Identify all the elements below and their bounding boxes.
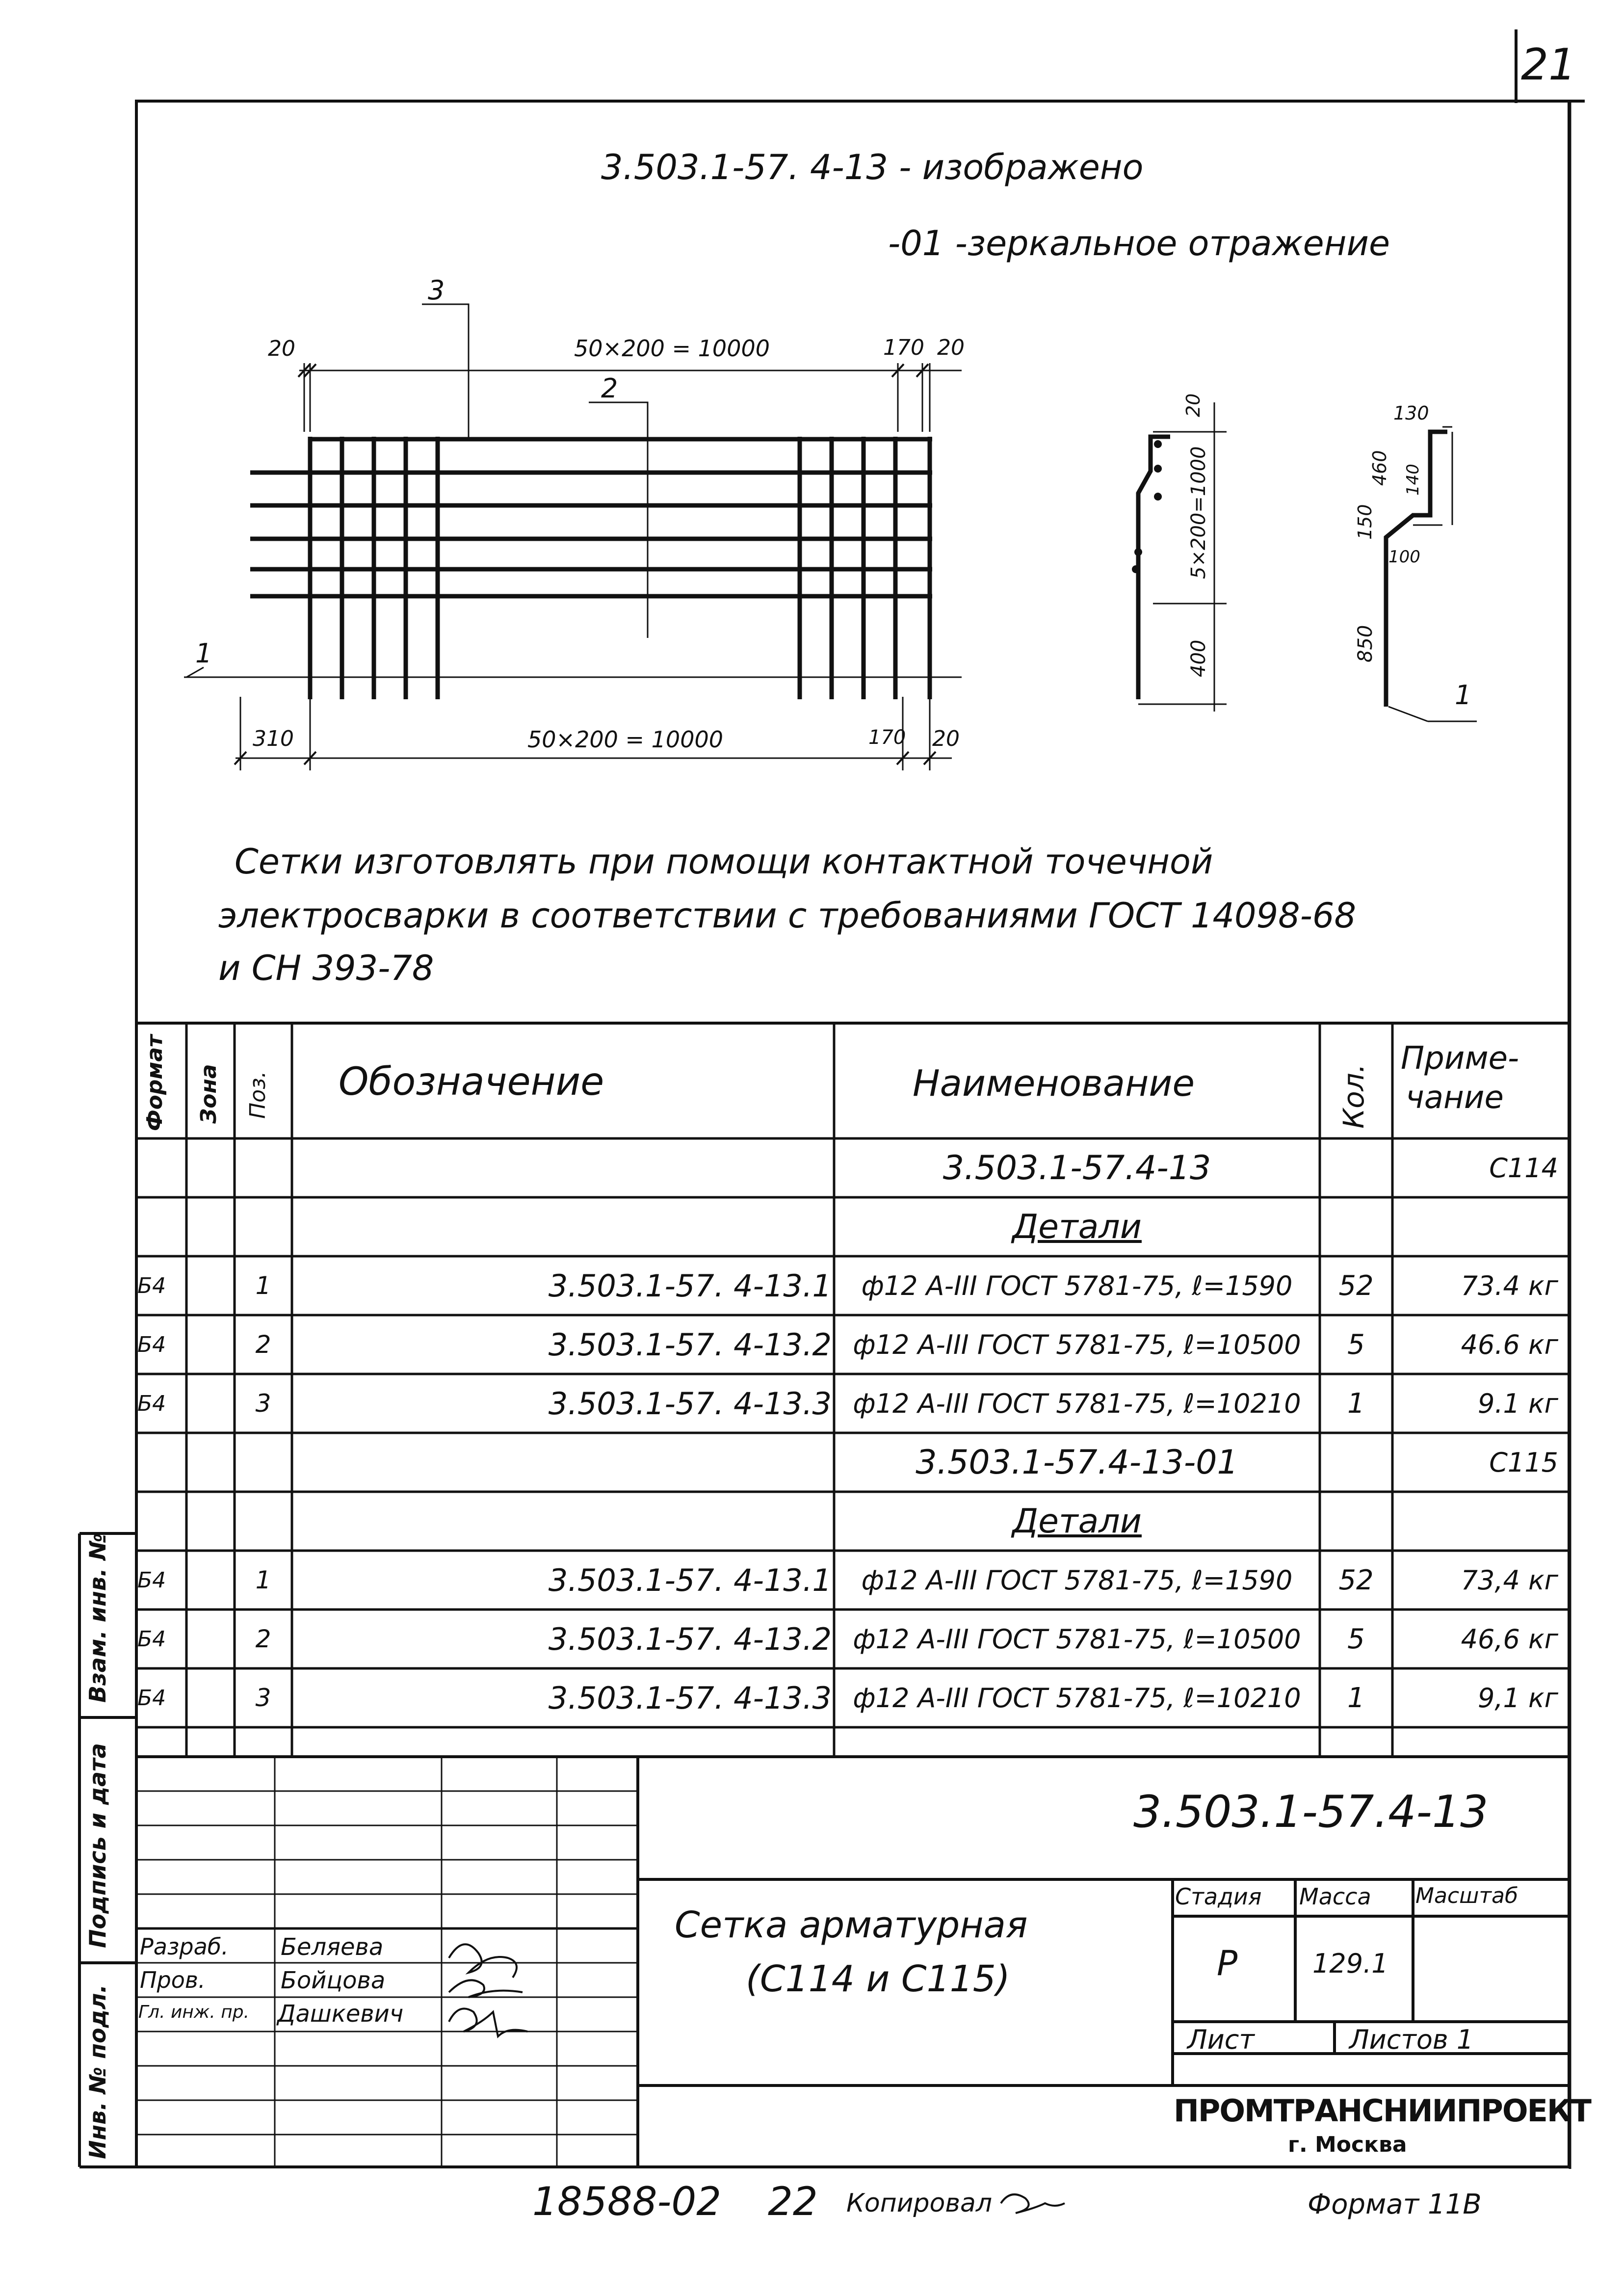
profile-dim-130: 130 <box>1393 402 1429 424</box>
col-format-header: Формат <box>142 1034 167 1131</box>
table-cell-name: ф12 А-III ГОСТ 5781-75, ℓ=10210 <box>853 1388 1301 1419</box>
note-line-1: Сетки изготовлять при помощи контактной точечной <box>235 842 1213 882</box>
footer-number: 18588-02 <box>532 2179 722 2224</box>
table-cell-pos: 1 <box>255 1271 271 1300</box>
table-cell-name: ф12 А-III ГОСТ 5781-75, ℓ=1590 <box>861 1270 1293 1301</box>
table-cell-designation: 3.503.1-57. 4-13.3 <box>548 1680 832 1716</box>
dim-bottom-right-a: 170 <box>868 726 906 749</box>
table-cell-name: ф12 А-III ГОСТ 5781-75, ℓ=10500 <box>853 1329 1301 1360</box>
table-cell-note: 9.1 кг <box>1477 1388 1558 1419</box>
mass-label: Масса <box>1299 1883 1371 1910</box>
table-cell-name: Детали <box>1012 1207 1142 1246</box>
stamp-inv-podl: Инв. № подл. <box>84 1984 111 2159</box>
side-dim-mid: 5×200=1000 <box>1187 446 1210 579</box>
table-cell-name: 3.503.1-57.4-13-01 <box>916 1443 1238 1482</box>
col-designation-header: Обозначение <box>339 1060 604 1104</box>
col-qty-header: Кол. <box>1337 1063 1370 1129</box>
dim-bottom-left: 310 <box>253 726 294 751</box>
title-block-code: 3.503.1-57.4-13 <box>1133 1786 1489 1838</box>
name-belyaeva: Беляева <box>281 1933 384 1961</box>
title-block-title-1: Сетка арматурная <box>675 1904 1028 1946</box>
pos-1-label: 1 <box>195 638 212 669</box>
table-cell-designation: 3.503.1-57. 4-13.2 <box>548 1326 832 1363</box>
stage-value: Р <box>1217 1943 1238 1983</box>
header-line-1: 3.503.1-57. 4-13 - изображено <box>601 147 1144 187</box>
table-cell-qty: 1 <box>1347 1387 1365 1420</box>
table-cell-designation: 3.503.1-57. 4-13.3 <box>548 1385 832 1422</box>
table-cell-pos: 3 <box>255 1389 271 1418</box>
table-cell-qty: 1 <box>1347 1682 1365 1714</box>
table-cell-format: Б4 <box>137 1626 166 1652</box>
side-dim-400: 400 <box>1187 639 1210 677</box>
profile-dim-150: 150 <box>1354 504 1376 540</box>
table-cell-note: С115 <box>1489 1447 1558 1478</box>
footer-copied: Копировал <box>846 2189 993 2218</box>
role-razrab: Разраб. <box>140 1933 229 1960</box>
table-cell-note: 46,6 кг <box>1461 1623 1558 1655</box>
table-cell-name: 3.503.1-57.4-13 <box>942 1148 1211 1188</box>
profile-dim-850: 850 <box>1354 625 1377 662</box>
dim-bottom-right-b: 20 <box>932 726 960 751</box>
col-name-header: Наименование <box>913 1062 1195 1105</box>
dim-top-right-b: 20 <box>937 335 965 360</box>
table-cell-designation: 3.503.1-57. 4-13.1 <box>548 1562 832 1598</box>
footer-sheet: 22 <box>768 2179 818 2224</box>
table-cell-name: Детали <box>1012 1502 1142 1541</box>
table-cell-designation: 3.503.1-57. 4-13.2 <box>548 1621 832 1657</box>
table-cell-format: Б4 <box>137 1391 166 1416</box>
dim-top-mid: 50×200 = 10000 <box>574 335 770 362</box>
table-cell-note: 73.4 кг <box>1461 1270 1558 1301</box>
table-cell-qty: 5 <box>1347 1623 1365 1655</box>
pos-3-label: 3 <box>428 275 445 306</box>
dim-bottom-mid: 50×200 = 10000 <box>527 726 723 753</box>
table-cell-pos: 2 <box>255 1330 271 1359</box>
table-cell-qty: 52 <box>1338 1564 1374 1596</box>
sheet-label: Лист <box>1187 2024 1255 2055</box>
stamp-podpis-data: Подпись и дата <box>84 1743 111 1948</box>
table-cell-format: Б4 <box>137 1273 166 1298</box>
table-cell-designation: 3.503.1-57. 4-13.1 <box>548 1267 832 1304</box>
table-cell-qty: 52 <box>1338 1269 1374 1302</box>
title-block-title-2: (С114 и С115) <box>746 1958 1010 2000</box>
sheets-label: Листов 1 <box>1349 2024 1474 2055</box>
copier-signature <box>996 2184 1074 2223</box>
table-cell-pos: 1 <box>255 1566 271 1594</box>
signatures <box>449 1944 527 2036</box>
table-cell-qty: 5 <box>1347 1328 1365 1361</box>
header-line-2: -01 -зеркальное отражение <box>888 223 1390 264</box>
dim-top-left: 20 <box>268 336 295 361</box>
role-prov: Пров. <box>140 1967 206 1993</box>
note-line-3: и СН 393-78 <box>218 948 434 988</box>
scale-label: Масштаб <box>1415 1883 1518 1908</box>
stage-label: Стадия <box>1175 1883 1262 1910</box>
table-cell-name: ф12 А-III ГОСТ 5781-75, ℓ=1590 <box>861 1564 1293 1596</box>
role-gl-inzh: Гл. инж. пр. <box>138 2002 250 2022</box>
table-cell-format: Б4 <box>137 1332 166 1357</box>
table-cell-name: ф12 А-III ГОСТ 5781-75, ℓ=10500 <box>853 1623 1301 1655</box>
pos-1-side-label: 1 <box>1455 680 1472 711</box>
col-pos-header: Поз. <box>245 1071 270 1119</box>
mass-value: 129.1 <box>1312 1948 1388 1979</box>
profile-dim-460: 460 <box>1369 450 1390 486</box>
col-zone-header: Зона <box>196 1064 221 1124</box>
city: г. Москва <box>1288 2132 1407 2157</box>
table-cell-note: С114 <box>1489 1152 1558 1184</box>
footer-format: Формат 11В <box>1308 2189 1482 2220</box>
col-note-header-1: Приме- <box>1401 1040 1519 1077</box>
table-cell-format: Б4 <box>137 1685 166 1711</box>
organization: ПРОМТРАНСНИИПРОЕКТ <box>1174 2093 1591 2129</box>
side-dim-20: 20 <box>1182 393 1204 417</box>
note-line-2: электросварки в соответствии с требованиями ГОСТ 14098-68 <box>218 896 1356 936</box>
profile-dim-140: 140 <box>1403 464 1423 496</box>
col-note-header-2: чание <box>1406 1080 1504 1116</box>
sheet-number: 21 <box>1521 39 1576 90</box>
stamp-vzam-inv: Взам. инв. № <box>84 1533 111 1703</box>
table-cell-format: Б4 <box>137 1567 166 1593</box>
table-cell-pos: 2 <box>255 1625 271 1653</box>
name-boytsova: Бойцова <box>281 1967 386 1994</box>
table-cell-note: 73,4 кг <box>1461 1564 1558 1596</box>
table-cell-pos: 3 <box>255 1684 271 1712</box>
profile-dim-100: 100 <box>1388 547 1420 567</box>
table-cell-note: 9,1 кг <box>1477 1682 1558 1714</box>
table-cell-note: 46.6 кг <box>1461 1329 1558 1360</box>
name-dashkevich: Дашкевич <box>277 2000 404 2028</box>
table-cell-name: ф12 А-III ГОСТ 5781-75, ℓ=10210 <box>853 1682 1301 1714</box>
dim-top-right-a: 170 <box>883 335 924 360</box>
pos-2-label: 2 <box>601 373 618 404</box>
